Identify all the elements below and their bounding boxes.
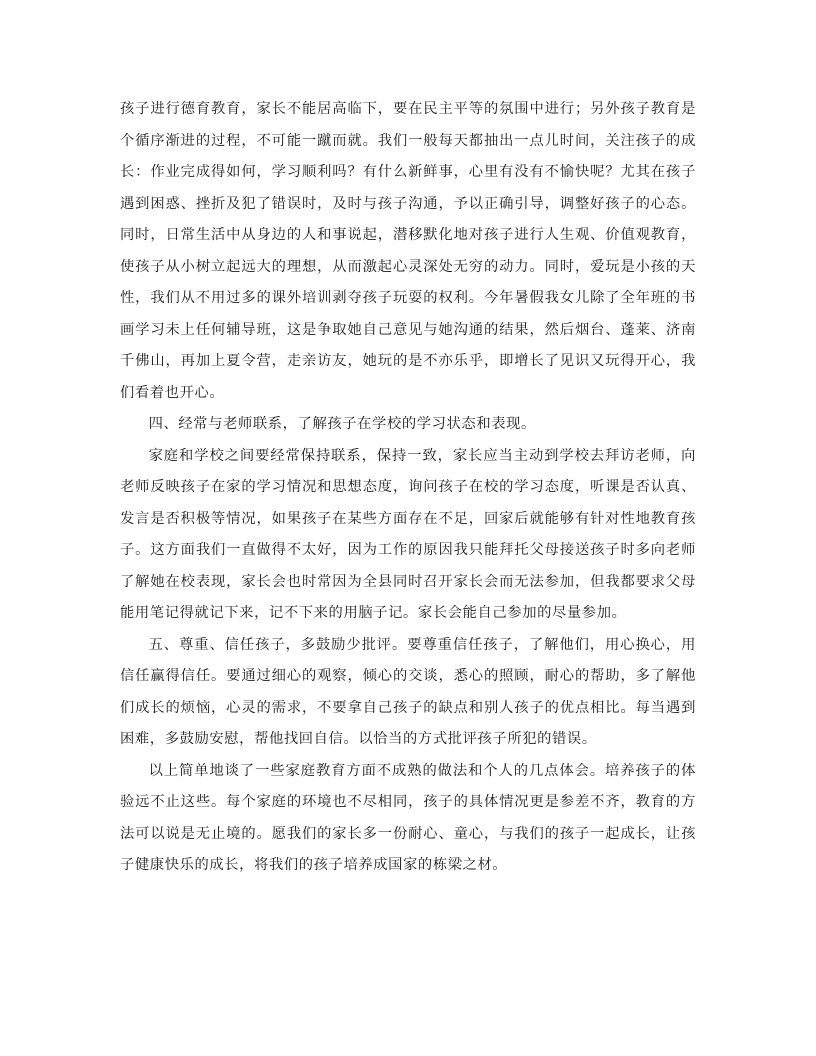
section-heading-five: 五、尊重、信任孩子，多鼓励少批评。要尊重信任孩子，了解他们，用心换心，用信任赢得信任。要通过细心的观察，倾心的交谈，悉心的照顾，耐心的帮助，多了解他们成长的烦恼，心灵的需求，不要拿自己孩子的缺点和别人孩子的优点相比。每当遇到困难，多鼓励安慰，帮他找回自信。以恰当的方式批评孩子所犯的错误。 [120,636,696,747]
paragraph-conclusion: 以上简单地谈了一些家庭教育方面不成熟的做法和个人的几点体会。培养孩子的体验远不止这些。每个家庭的环境也不尽相同，孩子的具体情况更是参差不齐，教育的方法可以说是无止境的。愿我们的家长多一份耐心、童心，与我们的孩子一起成长，让孩子健康快乐的成长，将我们的孩子培养成国家的栋梁之材。 [120,762,696,873]
paragraph-school-contact: 家庭和学校之间要经常保持联系，保持一致，家长应当主动到学校去拜访老师，向老师反映孩子在家的学习情况和思想态度，询问孩子在校的学习态度，听课是否认真、发言是否积极等情况，如果孩子在某些方面存在不足，回家后就能够有针对性地教育孩子。这方面我们一直做得不太好，因为工作的原因我只能拜托父母接送孩子时多向老师了解她在校表现，家长会也时常因为全县同时召开家长会而无法参加，但我都要求父母能用笔记得就记下来，记不下来的用脑子记。家长会能自己参加的尽量参加。 [120,447,696,621]
section-heading-four: 四、经常与老师联系，了解孩子在学校的学习状态和表现。 [148,416,536,432]
paragraph-continuation: 孩子进行德育教育，家长不能居高临下，要在民主平等的氛围中进行；另外孩子教育是个循序渐进的过程，不可能一蹴而就。我们一般每天都抽出一点儿时间，关注孩子的成长：作业完成得如何，学习顺利吗？有什么新鲜事，心里有没有不愉快呢？尤其在孩子遇到困惑、挫折及犯了错误时，及时与孩子沟通，予以正确引导，调整好孩子的心态。同时，日常生活中从身边的人和事说起，潜移默化地对孩子进行人生观、价值观教育，使孩子从小树立起远大的理想，从而激起心灵深处无穷的动力。同时，爱玩是小孩的天性，我们从不用过多的课外培训剥夺孩子玩耍的权利。今年暑假我女儿除了全年班的书画学习未上任何辅导班，这是争取她自己意见与她沟通的结果，然后烟台、蓬莱、济南千佛山，再加上夏令营，走亲访友，她玩的是不亦乐乎，即增长了见识又玩得开心，我们看着也开心。 [120,101,696,401]
